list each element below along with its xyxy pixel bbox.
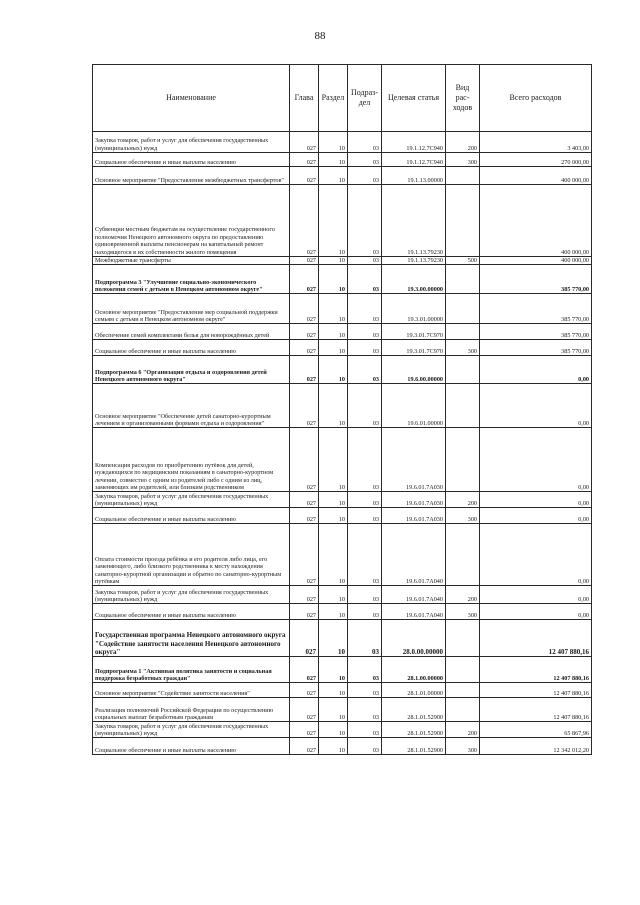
row-name: Субвенции местным бюджетам на осуществление государственного полномочия Ненецкого автономного округа по предоставлению единовременной выплаты пенсионерам на капитальный ремонт находящегося в их собственности жилого помещения xyxy=(93,185,290,257)
row-name: Социальное обеспечение и иные выплаты населению xyxy=(93,604,290,620)
row-subsection: 03 xyxy=(348,428,382,492)
row-type xyxy=(446,167,480,185)
row-chapter: 027 xyxy=(290,683,319,698)
row-name: Подпрограмма 6 "Организация отдыха и оздоровления детей Ненецкого автономного округа" xyxy=(93,356,290,384)
row-name: Межбюджетные трансферты xyxy=(93,257,290,265)
row-subsection: 03 xyxy=(348,683,382,698)
table-row xyxy=(93,524,592,586)
row-type: 300 xyxy=(446,738,480,755)
row-amount: 270 000,00 xyxy=(480,153,592,167)
row-amount: 400 000,00 xyxy=(480,257,592,265)
row-target: 19.6.01.7А040 xyxy=(382,604,446,620)
row-subsection: 03 xyxy=(348,132,382,153)
row-type xyxy=(446,265,480,294)
row-target: 19.1.13.79230 xyxy=(382,185,446,257)
row-target: 19.6.01.7А030 xyxy=(382,492,446,508)
table-row xyxy=(93,340,592,356)
row-subsection: 03 xyxy=(348,657,382,683)
row-name: Основное мероприятие "Обеспечение детей санаторно-курортным лечением и организованными формами отдыха и оздоровления" xyxy=(93,384,290,428)
row-target: 19.1.13.79230 xyxy=(382,257,446,265)
row-amount: 385 770,00 xyxy=(480,340,592,356)
row-section: 10 xyxy=(319,738,348,755)
table-row xyxy=(93,167,592,185)
header-target: Целевая статья xyxy=(382,65,446,132)
row-type xyxy=(446,185,480,257)
table-row xyxy=(93,294,592,324)
row-amount: 0,00 xyxy=(480,524,592,586)
row-section: 10 xyxy=(319,657,348,683)
row-subsection: 03 xyxy=(348,384,382,428)
row-type: 300 xyxy=(446,604,480,620)
row-section: 10 xyxy=(319,604,348,620)
row-type xyxy=(446,356,480,384)
row-name: Реализация полномочий Российской Федерации по осуществлению социальных выплат безработным гражданам xyxy=(93,698,290,722)
row-amount: 0,00 xyxy=(480,428,592,492)
row-section: 10 xyxy=(319,167,348,185)
row-type xyxy=(446,294,480,324)
row-amount: 0,00 xyxy=(480,604,592,620)
row-target: 28.1.01.52900 xyxy=(382,698,446,722)
row-section: 10 xyxy=(319,340,348,356)
row-target: 19.1.12.7С940 xyxy=(382,132,446,153)
row-amount: 0,00 xyxy=(480,356,592,384)
header-section: Раздел xyxy=(319,65,348,132)
table-row xyxy=(93,604,592,620)
row-chapter: 027 xyxy=(290,384,319,428)
row-name: Основное мероприятие "Содействие занятости населения" xyxy=(93,683,290,698)
row-section: 10 xyxy=(319,508,348,524)
row-target: 19.1.13.00000 xyxy=(382,167,446,185)
row-chapter: 027 xyxy=(290,492,319,508)
row-name: Подпрограмма 1 "Активная политика занятости и социальная поддержка безработных граждан" xyxy=(93,657,290,683)
table-row xyxy=(93,683,592,698)
row-subsection: 03 xyxy=(348,340,382,356)
row-subsection: 03 xyxy=(348,356,382,384)
row-amount: 385 770,00 xyxy=(480,324,592,340)
header-total: Всего расходов xyxy=(480,65,592,132)
table-row xyxy=(93,185,592,257)
row-section: 10 xyxy=(319,428,348,492)
row-chapter: 027 xyxy=(290,340,319,356)
row-type: 200 xyxy=(446,132,480,153)
row-type xyxy=(446,384,480,428)
row-section: 10 xyxy=(319,492,348,508)
row-subsection: 03 xyxy=(348,698,382,722)
row-type: 200 xyxy=(446,722,480,738)
row-type: 300 xyxy=(446,340,480,356)
row-chapter: 027 xyxy=(290,167,319,185)
row-type: 200 xyxy=(446,492,480,508)
table-row xyxy=(93,738,592,755)
row-subsection: 03 xyxy=(348,508,382,524)
row-section: 10 xyxy=(319,356,348,384)
row-type: 500 xyxy=(446,257,480,265)
row-chapter: 027 xyxy=(290,738,319,755)
row-name: Социальное обеспечение и иные выплаты населению xyxy=(93,153,290,167)
row-target: 19.6.01.7А030 xyxy=(382,508,446,524)
table-row xyxy=(93,492,592,508)
table-row xyxy=(93,132,592,153)
row-section: 10 xyxy=(319,722,348,738)
row-amount: 65 867,96 xyxy=(480,722,592,738)
header-type: Вид рас-ходов xyxy=(446,65,480,132)
row-chapter: 027 xyxy=(290,132,319,153)
row-type xyxy=(446,698,480,722)
row-chapter: 027 xyxy=(290,294,319,324)
table-body xyxy=(93,132,592,755)
row-section: 10 xyxy=(319,586,348,604)
row-subsection: 03 xyxy=(348,167,382,185)
table-row xyxy=(93,265,592,294)
row-chapter: 027 xyxy=(290,428,319,492)
row-chapter: 027 xyxy=(290,324,319,340)
row-amount: 385 770,00 xyxy=(480,294,592,324)
table-row xyxy=(93,722,592,738)
row-type: 300 xyxy=(446,153,480,167)
row-target: 28.1.01.52900 xyxy=(382,722,446,738)
row-amount: 3 403,00 xyxy=(480,132,592,153)
row-chapter: 027 xyxy=(290,257,319,265)
row-chapter: 027 xyxy=(290,657,319,683)
header-subsection: Подраз-дел xyxy=(348,65,382,132)
row-subsection: 03 xyxy=(348,294,382,324)
row-subsection: 03 xyxy=(348,185,382,257)
row-subsection: 03 xyxy=(348,265,382,294)
row-target: 28.1.01.00000 xyxy=(382,683,446,698)
row-type: 200 xyxy=(446,586,480,604)
row-subsection: 03 xyxy=(348,492,382,508)
row-subsection: 03 xyxy=(348,722,382,738)
row-target: 19.1.12.7С940 xyxy=(382,153,446,167)
row-target: 19.3.00.00000 xyxy=(382,265,446,294)
row-section: 10 xyxy=(319,132,348,153)
row-chapter: 027 xyxy=(290,265,319,294)
row-amount: 0,00 xyxy=(480,586,592,604)
table-row xyxy=(93,698,592,722)
row-section: 10 xyxy=(319,698,348,722)
row-subsection: 03 xyxy=(348,620,382,657)
row-type xyxy=(446,428,480,492)
row-chapter: 027 xyxy=(290,508,319,524)
table-row xyxy=(93,153,592,167)
row-subsection: 03 xyxy=(348,153,382,167)
row-name: Подпрограмма 3 "Улучшение социально-экономического положения семей с детьми в Ненецком автономном округе" xyxy=(93,265,290,294)
table-row xyxy=(93,508,592,524)
table-row xyxy=(93,257,592,265)
table-row xyxy=(93,657,592,683)
table-header-row xyxy=(93,65,592,132)
budget-table xyxy=(92,64,592,755)
row-target: 19.3.01.00000 xyxy=(382,294,446,324)
row-name: Закупка товаров, работ и услуг для обеспечения государственных (муниципальных) нужд xyxy=(93,492,290,508)
row-name: Закупка товаров, работ и услуг для обеспечения государственных (муниципальных) нужд xyxy=(93,132,290,153)
row-amount: 400 000,00 xyxy=(480,185,592,257)
row-type xyxy=(446,657,480,683)
row-amount: 0,00 xyxy=(480,492,592,508)
row-amount: 12 407 880,16 xyxy=(480,698,592,722)
table-row xyxy=(93,324,592,340)
row-name: Основное мероприятие "Предоставление мер социальной поддержки семьям с детьми в Ненецком автономном округе" xyxy=(93,294,290,324)
row-chapter: 027 xyxy=(290,698,319,722)
row-amount: 12 407 880,16 xyxy=(480,620,592,657)
row-amount: 12 407 880,16 xyxy=(480,657,592,683)
row-name: Социальное обеспечение и иные выплаты населению xyxy=(93,340,290,356)
row-amount: 0,00 xyxy=(480,508,592,524)
row-chapter: 027 xyxy=(290,722,319,738)
row-type xyxy=(446,620,480,657)
row-type xyxy=(446,683,480,698)
row-name: Государственная программа Ненецкого автономного округа "Содействие занятости населения Ненецкого автономного округа" xyxy=(93,620,290,657)
row-section: 10 xyxy=(319,620,348,657)
row-chapter: 027 xyxy=(290,586,319,604)
page-number: 88 xyxy=(314,30,326,42)
row-target: 19.6.01.7А040 xyxy=(382,524,446,586)
row-name: Оплата стоимости проезда ребёнка и его родителя либо лица, его заменяющего, либо близкого родственника к месту нахождения санаторно-курортной организации и обратно по санаторно-курортным путёвкам xyxy=(93,524,290,586)
row-chapter: 027 xyxy=(290,185,319,257)
row-amount: 12 342 012,20 xyxy=(480,738,592,755)
row-type: 300 xyxy=(446,508,480,524)
table-row xyxy=(93,428,592,492)
row-chapter: 027 xyxy=(290,356,319,384)
header-chapter: Глава xyxy=(290,65,319,132)
row-chapter: 027 xyxy=(290,620,319,657)
row-target: 28.1.00.00000 xyxy=(382,657,446,683)
row-amount: 0,00 xyxy=(480,384,592,428)
row-section: 10 xyxy=(319,265,348,294)
row-amount: 385 770,00 xyxy=(480,265,592,294)
row-section: 10 xyxy=(319,524,348,586)
row-target: 19.3.01.7С970 xyxy=(382,324,446,340)
row-target: 19.3.01.7С970 xyxy=(382,340,446,356)
row-target: 28.0.00.00000 xyxy=(382,620,446,657)
row-chapter: 027 xyxy=(290,153,319,167)
row-target: 19.6.01.00000 xyxy=(382,384,446,428)
row-name: Обеспечение семей комплектами белья для новорождённых детей xyxy=(93,324,290,340)
row-amount: 12 407 880,16 xyxy=(480,683,592,698)
row-name: Закупка товаров, работ и услуг для обеспечения государственных (муниципальных) нужд xyxy=(93,722,290,738)
row-chapter: 027 xyxy=(290,604,319,620)
row-chapter: 027 xyxy=(290,524,319,586)
row-name: Социальное обеспечение и иные выплаты населению xyxy=(93,508,290,524)
header-name: Наименование xyxy=(93,65,290,132)
row-section: 10 xyxy=(319,185,348,257)
row-target: 19.6.00.00000 xyxy=(382,356,446,384)
row-section: 10 xyxy=(319,257,348,265)
row-subsection: 03 xyxy=(348,524,382,586)
row-section: 10 xyxy=(319,683,348,698)
table-row xyxy=(93,586,592,604)
row-type xyxy=(446,524,480,586)
row-section: 10 xyxy=(319,324,348,340)
row-type xyxy=(446,324,480,340)
row-section: 10 xyxy=(319,384,348,428)
row-subsection: 03 xyxy=(348,586,382,604)
table-row xyxy=(93,356,592,384)
row-name: Социальное обеспечение и иные выплаты населению xyxy=(93,738,290,755)
row-subsection: 03 xyxy=(348,257,382,265)
row-target: 28.1.01.52900 xyxy=(382,738,446,755)
row-name: Закупка товаров, работ и услуг для обеспечения государственных (муниципальных) нужд xyxy=(93,586,290,604)
row-name: Основное мероприятие "Предоставление межбюджетных трансфертов" xyxy=(93,167,290,185)
row-section: 10 xyxy=(319,294,348,324)
row-target: 19.6.01.7А040 xyxy=(382,586,446,604)
row-name: Компенсация расходов по приобретению путёвок для детей, нуждающихся по медицинским показаниям в санаторно-курортном лечении, совместно с одним из родителей либо с одним из лиц, заменяющих им родителей, или близким родственником xyxy=(93,428,290,492)
row-subsection: 03 xyxy=(348,738,382,755)
table-row xyxy=(93,620,592,657)
row-section: 10 xyxy=(319,153,348,167)
row-target: 19.6.01.7А030 xyxy=(382,428,446,492)
row-subsection: 03 xyxy=(348,604,382,620)
row-subsection: 03 xyxy=(348,324,382,340)
table-row xyxy=(93,384,592,428)
row-amount: 400 000,00 xyxy=(480,167,592,185)
